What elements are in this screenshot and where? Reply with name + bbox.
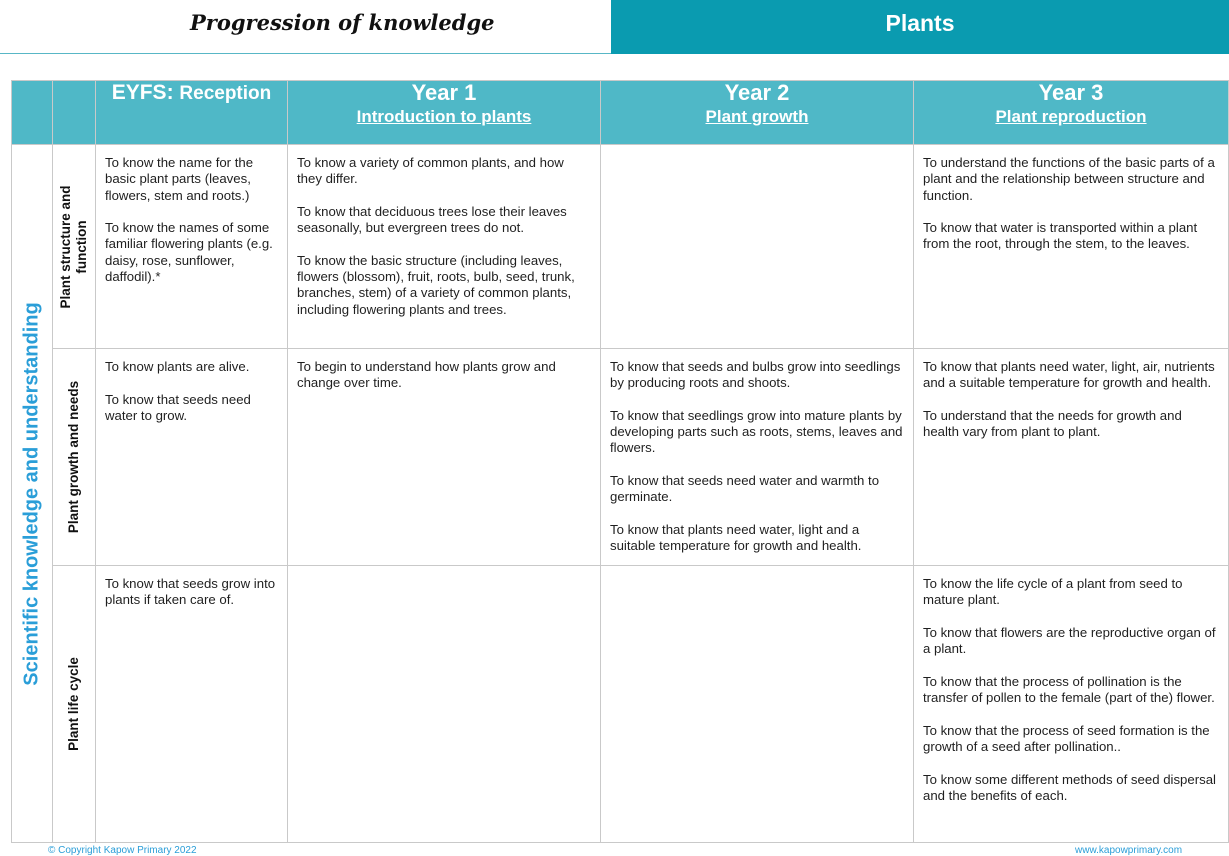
year3-label: Year 3 — [1038, 80, 1104, 105]
statement: To know that seeds and bulbs grow into seedlings by producing roots and shoots. — [610, 359, 901, 391]
cell-year1 — [288, 145, 601, 349]
year1-link[interactable]: Introduction to plants — [356, 107, 532, 126]
footer-website[interactable]: www.kapowprimary.com — [1075, 845, 1183, 856]
statement: To know that plants need water, light and a suitable temperature for growth and health. — [610, 521, 862, 554]
cell-year1 — [288, 349, 601, 566]
statement: To understand the functions of the basic parts of a plant and the relationship between structure and function. — [923, 155, 1215, 203]
row-label: Plant life cycle — [66, 657, 81, 751]
year1-label: Year 1 — [411, 80, 477, 105]
statement: To understand that the needs for growth and health vary from plant to plant. — [923, 407, 1182, 440]
statement: To know that the process of pollination is the transfer of pollen to the female (part of the) flower. — [923, 673, 1215, 706]
header-row — [12, 81, 1229, 145]
statement: To know that seeds need water and warmth to germinate. — [610, 473, 880, 505]
statement: To know that flowers are the reproductive organ of a plant. — [923, 624, 1216, 657]
statement: To know that seeds grow into plants if taken care of. — [105, 576, 276, 608]
year2-label: Year 2 — [724, 80, 790, 105]
statement: To know a variety of common plants, and how they differ. — [297, 155, 564, 187]
year3-link[interactable]: Plant reproduction — [995, 107, 1147, 126]
subject-header-right — [611, 0, 1229, 54]
cell-eyfs — [96, 349, 288, 566]
column-header-year2 — [601, 81, 914, 145]
progression-table — [11, 80, 1229, 843]
cell-year3 — [914, 145, 1229, 349]
cell-year2 — [601, 145, 914, 349]
progression-title: Progression of knowledge — [190, 10, 495, 35]
row-label: Plant growth and needs — [66, 380, 81, 534]
statement: To know the name for the basic plant parts (leaves, flowers, stem and roots.) — [105, 155, 254, 203]
row-label: Plant structure and function — [58, 184, 89, 309]
cell-year3 — [914, 566, 1229, 843]
statement: To know that plants need water, light, air, nutrients and a suitable temperature for growth and health. — [923, 359, 1215, 391]
statement: To know that seedlings grow into mature plants by developing parts such as roots, stems, leaves and flowers. — [610, 407, 903, 456]
cell-eyfs — [96, 566, 288, 843]
top-bar — [0, 0, 1229, 54]
statement: To know the basic structure (including leaves, flowers (blossom), fruit, roots, bulb, seed, trunk, branches, stem) of a variety of common plants, including flowering plants and trees. — [297, 252, 575, 317]
statement: To know the life cycle of a plant from seed to mature plant. — [923, 576, 1183, 608]
eyfs-label: EYFS: — [111, 81, 174, 104]
row-plant-life-cycle — [12, 566, 1229, 843]
statement: To know some different methods of seed dispersal and the benefits of each. — [923, 771, 1216, 803]
subject-header-left — [0, 0, 611, 54]
row-label-cell — [53, 566, 96, 843]
header-blank-side — [12, 81, 53, 145]
side-label-cell — [12, 145, 53, 843]
statement: To know plants are alive. — [105, 359, 250, 374]
header-blank-label — [53, 81, 96, 145]
column-header-year3 — [914, 81, 1229, 145]
cell-eyfs — [96, 145, 288, 349]
column-header-year1 — [288, 81, 601, 145]
statement: To know that water is transported within a plant from the root, through the stem, to the leaves. — [923, 220, 1198, 252]
year2-link[interactable]: Plant growth — [705, 107, 809, 126]
statement: To know that seeds need water to grow. — [105, 391, 251, 423]
cell-year2 — [601, 566, 914, 843]
column-header-eyfs — [96, 81, 288, 145]
statement: To know that the process of seed formation is the growth of a seed after pollination.. — [923, 722, 1210, 754]
cell-year1 — [288, 566, 601, 843]
eyfs-sub: Reception — [179, 83, 272, 104]
side-label: Scientific knowledge and understanding — [20, 301, 43, 686]
statement: To know that deciduous trees lose their leaves seasonally, but evergreen trees do not. — [297, 203, 567, 236]
statement: To begin to understand how plants grow and change over time. — [297, 359, 556, 391]
cell-year3 — [914, 349, 1229, 566]
cell-year2 — [601, 349, 914, 566]
statement: To know the names of some familiar flowering plants (e.g. daisy, rose, sunflower, daffodil).* — [105, 220, 273, 285]
row-label-cell — [53, 145, 96, 349]
row-label-cell — [53, 349, 96, 566]
row-plant-structure — [12, 145, 1229, 349]
footer-copyright: © Copyright Kapow Primary 2022 — [48, 845, 197, 856]
row-plant-growth — [12, 349, 1229, 566]
subject-title: Plants — [885, 10, 955, 36]
